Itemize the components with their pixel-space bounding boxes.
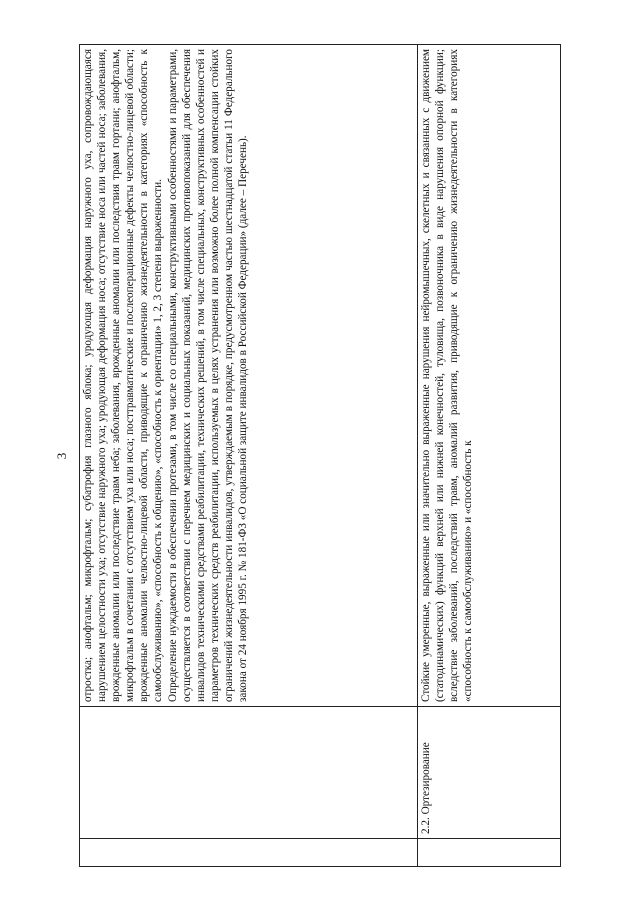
row-description-cell	[418, 45, 561, 707]
indications-table	[79, 44, 561, 867]
row-description-cell	[80, 45, 418, 707]
row-number-cell	[80, 839, 418, 867]
description-paragraph: Определение нуждаемости в обеспечении протезами, в том числе со специальными, конструктивными особенностями и параметрами, осуществляется в соответствии с перечнем медицинских и социальных показаний, медицинских противопоказаний для обеспечения инвалидов техническими средствами реабилитации, технических решений, в том числе специальных, конструктивных особенностей и параметров технических средств реабилитации, используемых в целях устранения или возможно более полной компенсации стойких ограничений жизнедеятельности инвалидов, утверждаемым в порядке, предусмотренном частью шестнадцатой статьи 11 Федерального закона от 24 ноября 1995 г. № 181-ФЗ «О социальной защите инвалидов в Российской Федерации» (далее – Перечень).	[166, 49, 250, 702]
rotated-document-content	[79, 45, 561, 867]
table-row	[418, 45, 561, 867]
description-paragraph: Стойкие умеренные, выраженные или значительно выраженные нарушения нейромышечных, скелетных и связанных с движением (статодинамических) функций верхней или нижней конечностей, туловища, позвоночника в виде нарушения опорной функции; вследствие заболеваний, последствий травм, аномалий развития, приводящие к ограничению жизнедеятельности в категориях «способность к самообслуживанию» и «способность к	[420, 49, 475, 702]
table-row	[80, 45, 418, 867]
row-name-cell	[80, 707, 418, 839]
description-paragraph: отростка; анофтальм; микрофтальм; субатрофия глазного яблока; уродующая деформация наружного уха, сопровождающаяся нарушением целостности уха; отсутствие наружного уха; уродующая деформация носа; отсутствие носа или частей носа; заболевания, врожденные аномалии или последствие травм неба; заболевания, врожденные аномалии или последствия травм гортани; анофтальм, микрофтальм в сочетании с отсутствием уха или носа; посттравматические и послеоперационные дефекты челюстно-лицевой области; врожденные аномалии челюстно-лицевой области, приводящие к ограничению жизнедеятельности в категориях «способность к самообслуживанию», «способность к общению», «способность к ориентации» 1, 2, 3 степени выраженности.	[82, 49, 165, 702]
row-number-cell	[418, 839, 561, 867]
page-number: 3	[54, 452, 69, 460]
row-name-cell: 2.2. Ортезирование	[418, 707, 561, 839]
